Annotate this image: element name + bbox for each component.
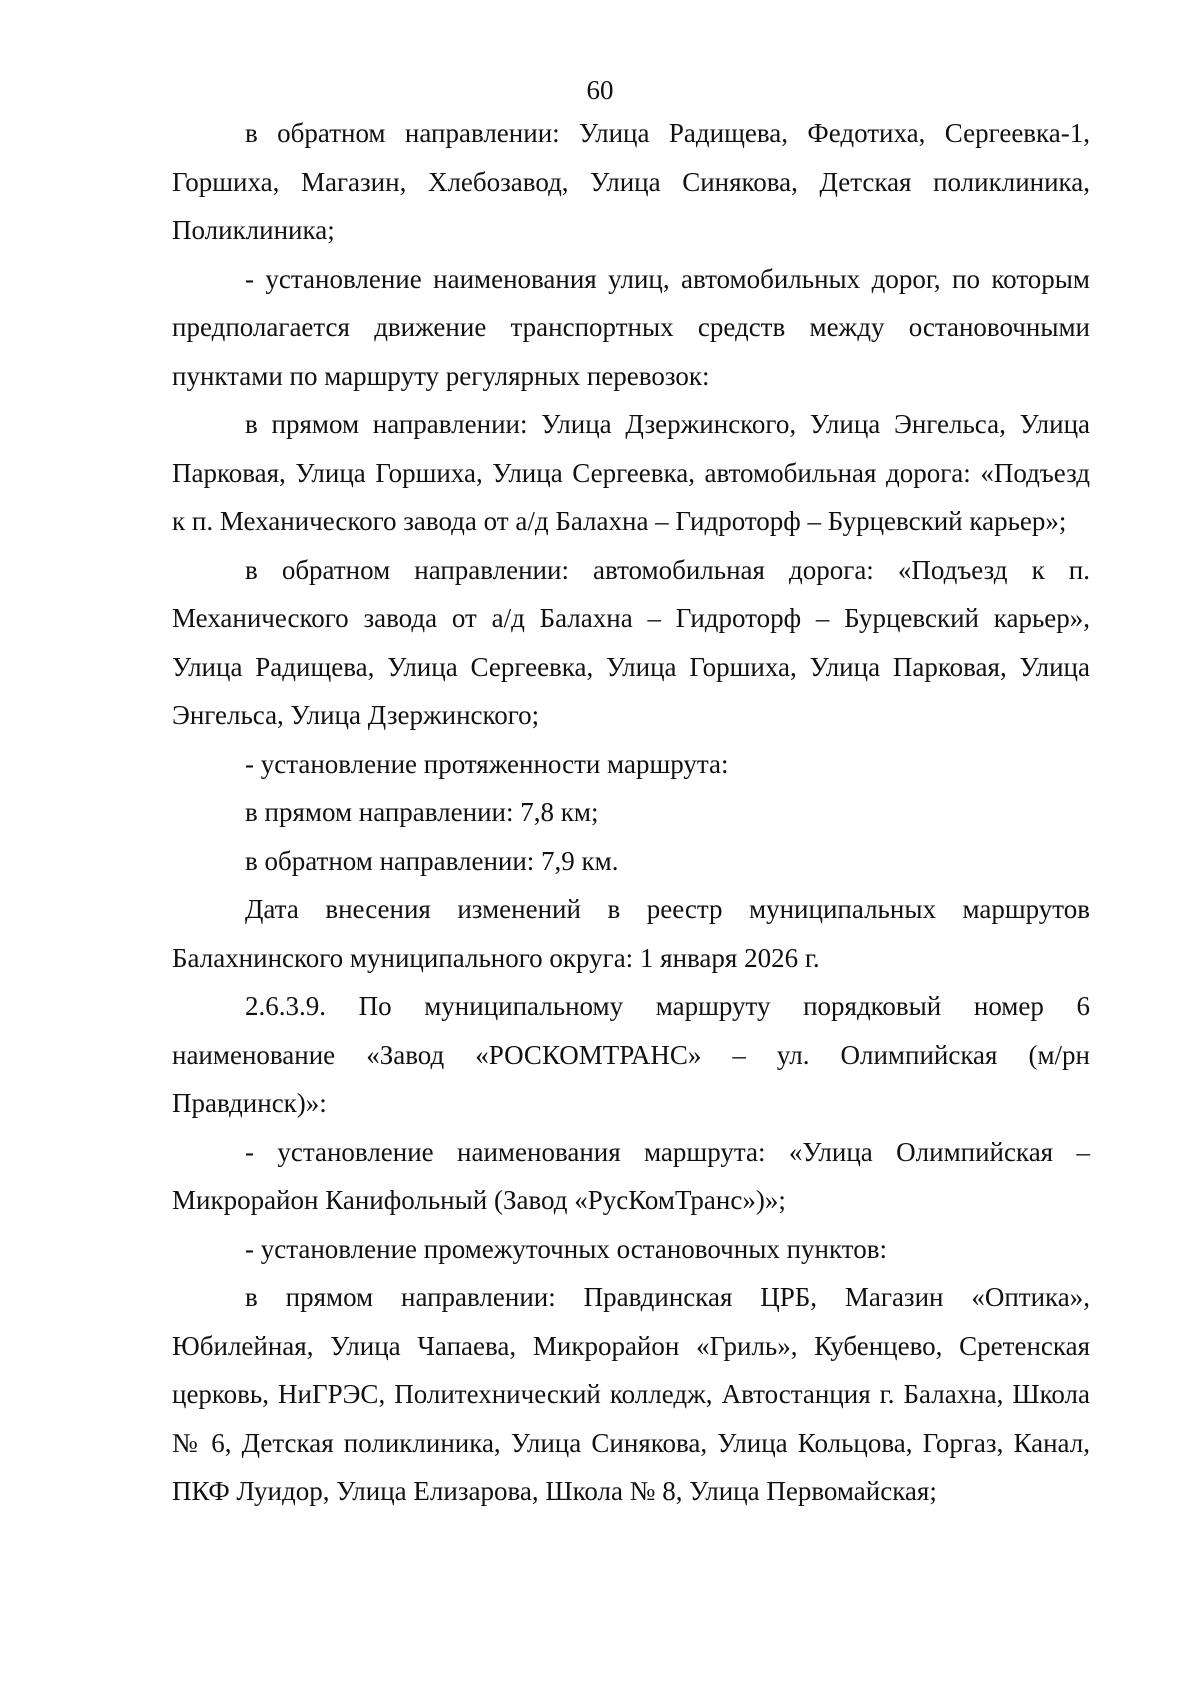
paragraph-forward-stops: в прямом направлении: Правдинская ЦРБ, Магазин «Оптика», Юбилейная, Улица Чапаева, Микрорайон «Гриль», Кубенцево, Сретенская церковь, НиГРЭС, Политехнический колледж, Автостанция г. Балахна, Школа № 6, Детская поликлиника, Улица Синякова, Улица Кольцова, Горгаз, Канал, ПКФ Луидор, Улица Елизарова, Школа № 8, Улица Первомайская; [172, 1282, 1090, 1506]
document-body [172, 109, 1090, 1516]
paragraph-section-2-6-3-9: 2.6.3.9. По муниципальному маршруту порядковый номер 6 наименование «Завод «РОСКОМТРАНС» – ул. Олимпийская (м/рн Правдинск)»: [172, 991, 1090, 1118]
page-number: 60 [586, 75, 614, 105]
paragraph-reverse-streets: в обратном направлении: автомобильная дорога: «Подъезд к п. Механического завода от а/д Балахна – Гидроторф – Бурцевский карьер», Улица Радищева, Улица Сергеевка, Улица Горшиха, Улица Парковая, Улица Энгельса, Улица Дзержинского; [172, 554, 1090, 730]
paragraph-intermediate-stops-heading: - установление промежуточных остановочных пунктов: [245, 1233, 887, 1264]
paragraph-reverse-length: в обратном направлении: 7,9 км. [245, 845, 619, 876]
paragraph-route-name: - установление наименования маршрута: «Улица Олимпийская – Микрорайон Канифольный (Завод «РусКомТранс»)»; [172, 1136, 1090, 1215]
paragraph-reverse-stops: в обратном направлении: Улица Радищева, Федотиха, Сергеевка-1, Горшиха, Магазин, Хлебозавод, Улица Синякова, Детская поликлиника, Поликлиника; [172, 118, 1090, 245]
paragraph-route-length-heading: - установление протяженности маршрута: [245, 748, 729, 779]
paragraph-street-names-heading: - установление наименования улиц, автомобильных дорог, по которым предполагается движение транспортных средств между остановочными пунктами по маршруту регулярных перевозок: [172, 263, 1090, 391]
paragraph-forward-streets: в прямом направлении: Улица Дзержинского, Улица Энгельса, Улица Парковая, Улица Горшиха, Улица Сергеевка, автомобильная дорога: «Подъезд к п. Механического завода от а/д Балахна – Гидроторф – Бурцевский карьер»; [172, 409, 1090, 536]
paragraph-registry-date: Дата внесения изменений в реестр муниципальных маршрутов Балахнинского муниципального округа: 1 января 2026 г. [172, 894, 1090, 973]
paragraph-forward-length: в прямом направлении: 7,8 км; [245, 797, 599, 827]
